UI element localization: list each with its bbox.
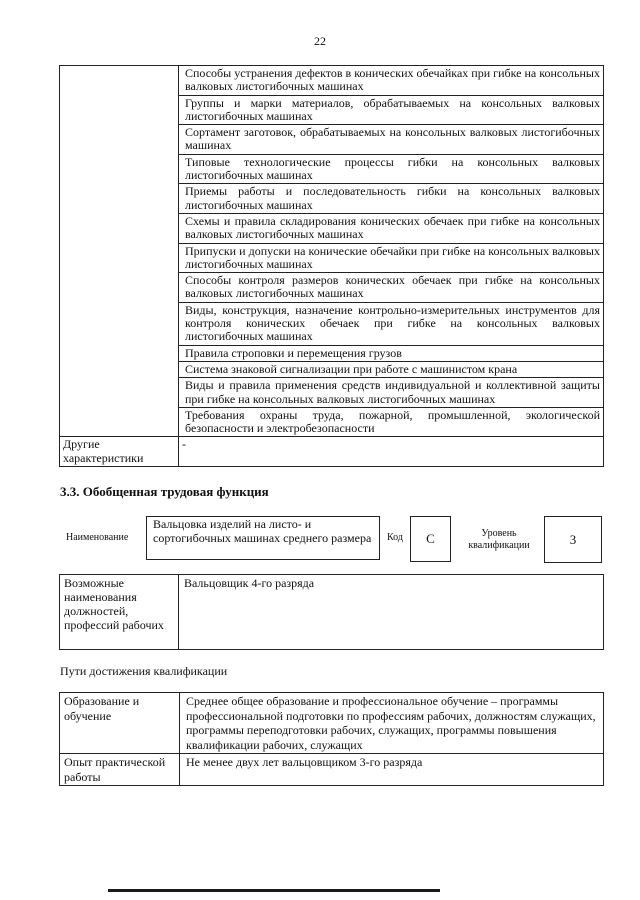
knowledge-item: Виды и правила применения средств индивидуальной и коллективной защиты при гибке на консольных валковых листогибочных машинах bbox=[179, 378, 604, 408]
positions-value: Вальцовщик 4-го разряда bbox=[179, 575, 604, 650]
level-box: 3 bbox=[544, 516, 602, 563]
page-number: 22 bbox=[314, 34, 326, 48]
section-title: 3.3. Обобщенная трудовая функция bbox=[60, 484, 269, 499]
knowledge-item: Способы контроля размеров конических обечаек при гибке на консольных валковых листогибочных машинах bbox=[179, 273, 604, 303]
education-value: Среднее общее образование и профессиональное обучение – программы профессиональной подготовки по профессиям рабочих, должностям служащих, программы переподготовки рабочих, служащих, программы повышения квалификации рабочих, служащих bbox=[180, 693, 604, 754]
education-label: Образование и обучение bbox=[60, 693, 180, 754]
table-row bbox=[60, 754, 604, 786]
positions-table bbox=[59, 574, 604, 650]
other-characteristics-label: Другие характеристики bbox=[60, 437, 179, 467]
knowledge-table bbox=[59, 65, 604, 467]
knowledge-item: Схемы и правила складирования конических обечаек при гибке на консольных валковых листогибочных машинах bbox=[179, 213, 604, 243]
table-row bbox=[60, 66, 604, 96]
knowledge-item: Припуски и допуски на конические обечайки при гибке на консольных валковых листогибочных машинах bbox=[179, 243, 604, 273]
function-name-box: Вальцовка изделий на листо- и сортогибочных машинах среднего размера bbox=[146, 516, 380, 560]
knowledge-item: Виды, конструкция, назначение контрольно-измерительных инструментов для контроля конических обечаек при гибке на консольных валковых листогибочных машинах bbox=[179, 302, 604, 345]
knowledge-item: Сортамент заготовок, обрабатываемых на консольных валковых листогибочных машинах bbox=[179, 125, 604, 155]
name-label: Наименование bbox=[66, 532, 129, 543]
knowledge-item: Система знаковой сигнализации при работе с машинистом крана bbox=[179, 361, 604, 377]
code-label: Код bbox=[387, 532, 403, 543]
positions-label: Возможные наименования должностей, профессий рабочих bbox=[60, 575, 179, 650]
knowledge-item: Правила строповки и перемещения грузов bbox=[179, 345, 604, 361]
level-label: Уровень квалификации bbox=[468, 528, 530, 551]
experience-value: Не менее двух лет вальцовщиком 3-го разряда bbox=[180, 754, 604, 786]
knowledge-item: Требования охраны труда, пожарной, промышленной, экологической безопасности и электробезопасности bbox=[179, 407, 604, 437]
knowledge-item: Приемы работы и последовательность гибки на консольных валковых листогибочных машинах bbox=[179, 184, 604, 214]
experience-label: Опыт практической работы bbox=[60, 754, 180, 786]
bottom-rule bbox=[108, 889, 440, 892]
paths-title: Пути достижения квалификации bbox=[60, 664, 228, 678]
knowledge-item: Способы устранения дефектов в конических обечайках при гибке на консольных валковых листогибочных машинах bbox=[179, 66, 604, 96]
knowledge-item: Типовые технологические процессы гибки на консольных валковых листогибочных машинах bbox=[179, 154, 604, 184]
knowledge-label-cell bbox=[60, 66, 179, 437]
table-row bbox=[60, 575, 604, 650]
table-row bbox=[60, 693, 604, 754]
paths-table bbox=[59, 692, 604, 786]
other-characteristics-value: - bbox=[179, 437, 604, 467]
table-row bbox=[60, 437, 604, 467]
code-box: С bbox=[410, 516, 451, 562]
knowledge-item: Группы и марки материалов, обрабатываемых на консольных валковых листогибочных машинах bbox=[179, 95, 604, 125]
